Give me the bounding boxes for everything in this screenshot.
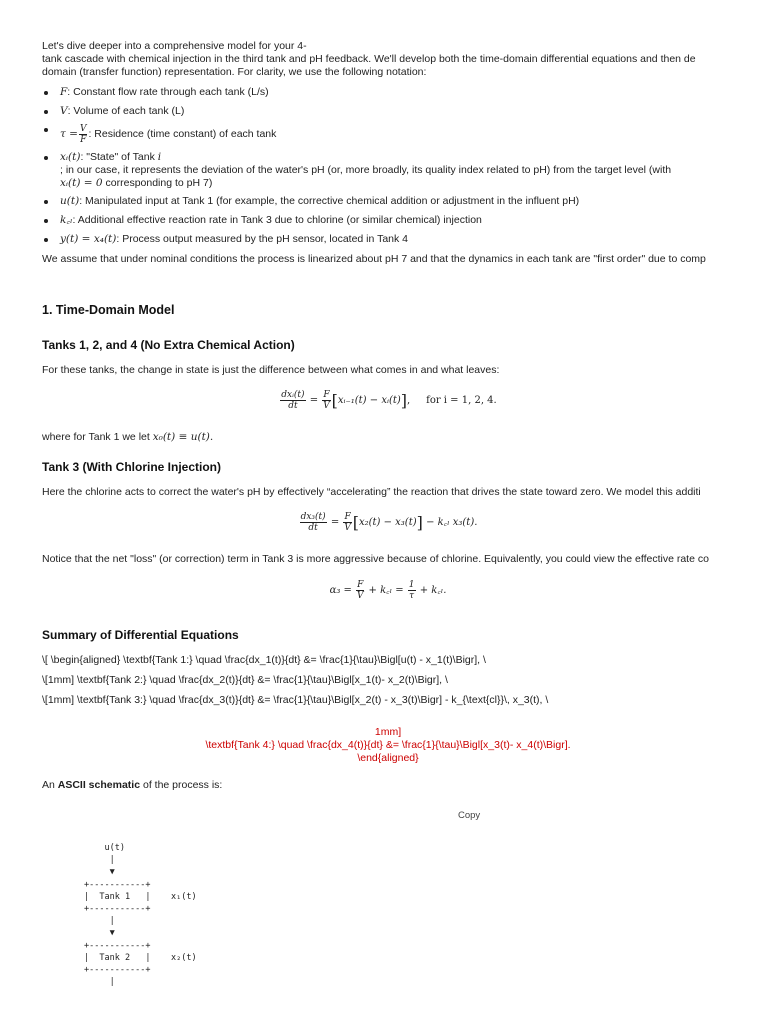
latex-error-line-2: \textbf{Tank 4:} \quad \frac{dx_4(t)}{dt} &= \frac{1}{\tau}\Bigl[x_3(t)- x_4(t)\Bigr].	[205, 739, 571, 751]
notation-item-f: F: Constant flow rate through each tank (L/s)	[42, 86, 734, 99]
copy-button[interactable]: Copy	[458, 810, 481, 821]
intro-line-1: Let's dive deeper into a comprehensive model for your 4-	[42, 40, 307, 52]
summary-raw-line-2: \[1mm] \textbf{Tank 2:} \quad \frac{dx_2(t)}{dt} &= \frac{1}{\tau}\Bigl[x_1(t)- x_2(t)\Bigr], \	[42, 674, 448, 686]
ascii-schematic: u(t) | ▼ +-----------+ | Tank 1 | x₁(t) +-----------+ | ▼ +-----------+ | Tank 2 | x₂(t) +-----------+ |	[84, 843, 197, 988]
summary-raw-line-1: \[ \begin{aligned} \textbf{Tank 1:} \quad \frac{dx_1(t)}{dt} &= \frac{1}{\tau}\Bigl[u(t) - x_1(t)\Bigr], \	[42, 654, 486, 666]
tank3-equation: $\frac{\text{dx₃(t)}}{dt}$ = $\frac{F}{V}$ [x₂(t) − x₃(t)] − k꜀ₗ x₃(t).	[300, 512, 478, 533]
intro-line-2: tank cascade with chemical injection in the third tank and pH feedback. We'll develop both the time-domain differential equations and then de	[42, 53, 696, 65]
tank3-heading: Tank 3 (With Chlorine Injection)	[42, 460, 222, 474]
tank3-notice: Notice that the net "loss" (or correction) term in Tank 3 is more aggressive because of chlorine. Equivalently, you could view the effective rate co	[42, 553, 709, 565]
tank3-intro: Here the chlorine acts to correct the water's pH by effectively “accelerating” the reaction that drives the state toward zero. We model this additi	[42, 486, 701, 498]
alpha3-equation: α₃ = $\frac{F}{V}$ + k꜀ₗ = $\frac{1}{\tau}$ + k꜀ₗ.	[329, 580, 447, 601]
intro-line-3: domain (transfer function) representation. For clarity, we use the following notation:	[42, 66, 427, 78]
tanks-124-equation: $\frac{\text{dxᵢ(t)}}{dt}$ = $\frac{F}{V}$ [xᵢ₋₁(t) − xᵢ(t)], for i = 1, 2, 4.	[281, 390, 497, 411]
summary-raw-line-3: \[1mm] \textbf{Tank 3:} \quad \frac{dx_3(t)}{dt} &= \frac{1}{\tau}\Bigl[x_2(t) - x_3(t)\Bigr] - k_{\text{cl}}\, x_3(t), \	[42, 694, 549, 706]
notation-item-output: y(t) = x₄(t): Process output measured by the pH sensor, located in Tank 4	[42, 233, 734, 246]
latex-error-line-1: 1mm]	[374, 726, 402, 738]
tanks-124-intro: For these tanks, the change in state is just the difference between what comes in and what leaves:	[42, 364, 500, 376]
latex-error-block	[42, 726, 734, 765]
section-1-heading: 1. Time-Domain Model	[42, 303, 175, 317]
tank1-note: where for Tank 1 we let x₀(t) ≡ u(t).	[42, 431, 214, 443]
ascii-intro: An ASCII schematic of the process is:	[42, 779, 223, 791]
notation-item-state: xᵢ(t): "State" of Tank i ; in our case, it represents the deviation of the water's pH (or, more broadly, its quality index related to pH) from the target level (with xᵢ(t) = 0 corresponding to pH 7)	[42, 151, 734, 190]
intro-paragraph	[42, 40, 734, 79]
assumption-text: We assume that under nominal conditions the process is linearized about pH 7 and that the dynamics in each tank are "first order" due to comp	[42, 253, 706, 265]
notation-item-v: V: Volume of each tank (L)	[42, 105, 734, 118]
notation-item-kcl: k꜀ₗ: Additional effective reaction rate in Tank 3 due to chlorine (or similar chemical) injection	[42, 214, 734, 227]
notation-item-tau: τ = $\frac{V}{F}$ : Residence (time constant) of each tank	[42, 123, 734, 145]
tanks-124-heading: Tanks 1, 2, and 4 (No Extra Chemical Action)	[42, 338, 295, 352]
notation-item-input: u(t): Manipulated input at Tank 1 (for example, the corrective chemical addition or adjustment in the influent pH)	[42, 195, 734, 208]
notation-list	[42, 86, 734, 246]
latex-error-line-3: \end{aligned}	[357, 752, 419, 764]
summary-heading: Summary of Differential Equations	[42, 628, 239, 642]
